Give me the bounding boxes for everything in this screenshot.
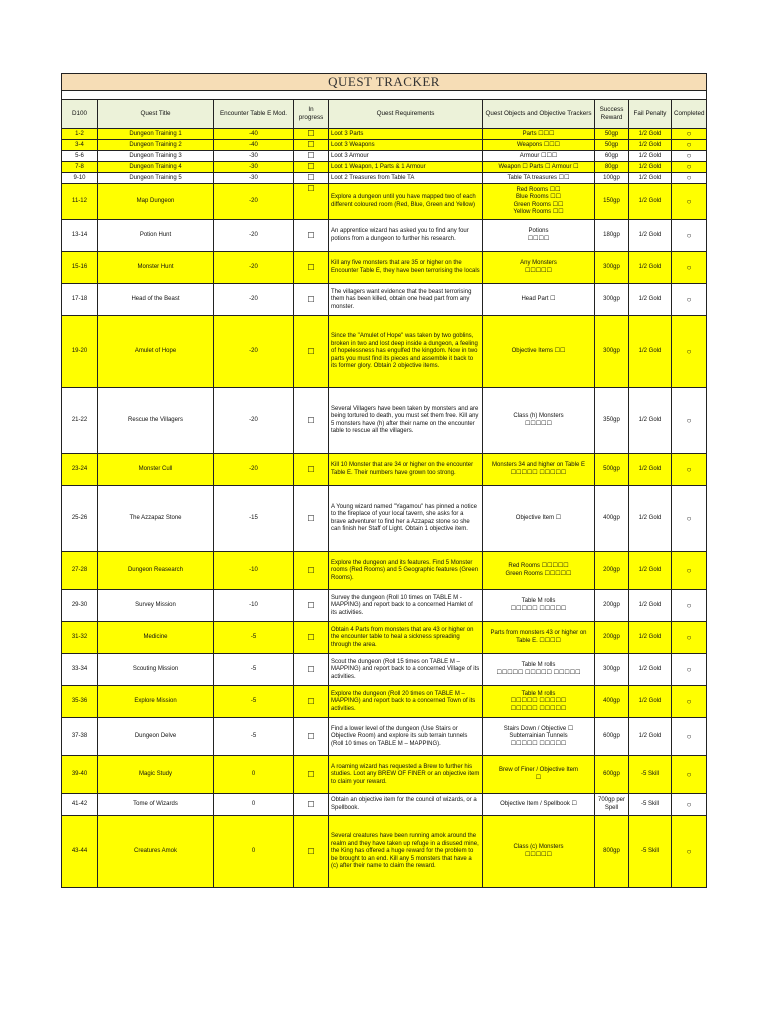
- objectives-cell[interactable]: Objective Item ☐: [483, 486, 595, 552]
- table-row: [62, 622, 707, 654]
- objectives-cell[interactable]: Table M rolls ☐☐☐☐☐ ☐☐☐☐☐: [483, 590, 595, 622]
- header-d100: D100: [62, 100, 98, 129]
- objectives-cell[interactable]: Table TA treasures ☐☐: [483, 173, 595, 184]
- encounter-mod-cell: -30: [214, 173, 294, 184]
- requirements-cell: Kill 10 Monster that are 34 or higher on the encounter Table E. Their numbers have grown too strong.: [329, 454, 483, 486]
- d100-cell: 9-10: [62, 173, 98, 184]
- d100-cell: 11-12: [62, 184, 98, 220]
- completed-circle[interactable]: ○: [672, 316, 707, 388]
- d100-cell: 35-36: [62, 686, 98, 718]
- completed-circle[interactable]: ○: [672, 686, 707, 718]
- completed-circle[interactable]: ○: [672, 184, 707, 220]
- requirements-cell: A roaming wizard has requested a Brew to further his studies. Loot any BREW OF FINER or an objective item to claim your reward.: [329, 756, 483, 794]
- completed-circle[interactable]: ○: [672, 816, 707, 888]
- penalty-cell: 1/2 Gold: [629, 388, 672, 454]
- penalty-cell: 1/2 Gold: [629, 552, 672, 590]
- in-progress-checkbox[interactable]: ☐: [294, 718, 329, 756]
- encounter-mod-cell: -40: [214, 129, 294, 140]
- d100-cell: 37-38: [62, 718, 98, 756]
- table-row: [62, 486, 707, 552]
- completed-circle[interactable]: ○: [672, 162, 707, 173]
- header-completed: Completed: [672, 100, 707, 129]
- encounter-mod-cell: -5: [214, 718, 294, 756]
- requirements-cell: Loot 2 Treasures from Table TA: [329, 173, 483, 184]
- penalty-cell: 1/2 Gold: [629, 252, 672, 284]
- quest-title-cell: Scouting Mission: [98, 654, 214, 686]
- requirements-cell: Loot 3 Armour: [329, 151, 483, 162]
- d100-cell: 23-24: [62, 454, 98, 486]
- completed-circle[interactable]: ○: [672, 552, 707, 590]
- requirements-cell: Loot 1 Weapon, 1 Parts & 1 Armour: [329, 162, 483, 173]
- in-progress-checkbox[interactable]: ☐: [294, 654, 329, 686]
- encounter-mod-cell: -20: [214, 388, 294, 454]
- in-progress-checkbox[interactable]: ☐: [294, 140, 329, 151]
- table-row: [62, 151, 707, 162]
- objectives-cell[interactable]: Class (c) Monsters ☐☐☐☐☐: [483, 816, 595, 888]
- encounter-mod-cell: -20: [214, 184, 294, 220]
- spacer-row: [62, 91, 707, 100]
- completed-circle[interactable]: ○: [672, 718, 707, 756]
- requirements-cell: Loot 3 Parts: [329, 129, 483, 140]
- d100-cell: 33-34: [62, 654, 98, 686]
- requirements-cell: Explore the dungeon and its features. Find 5 Monster rooms (Red Rooms) and 5 Geographic features (Green Rooms).: [329, 552, 483, 590]
- table-row: [62, 388, 707, 454]
- completed-circle[interactable]: ○: [672, 173, 707, 184]
- table-row: [62, 590, 707, 622]
- in-progress-checkbox[interactable]: ☐: [294, 486, 329, 552]
- reward-cell: 100gp: [595, 173, 629, 184]
- table-row: [62, 316, 707, 388]
- in-progress-checkbox[interactable]: ☐: [294, 552, 329, 590]
- quest-title-cell: Dungeon Training 5: [98, 173, 214, 184]
- sheet-title: QUEST TRACKER: [62, 74, 707, 91]
- penalty-cell: -5 Skill: [629, 816, 672, 888]
- table-row: [62, 654, 707, 686]
- d100-cell: 43-44: [62, 816, 98, 888]
- reward-cell: 200gp: [595, 622, 629, 654]
- table-row: [62, 756, 707, 794]
- header-in-progress: In progress: [294, 100, 329, 129]
- encounter-mod-cell: 0: [214, 794, 294, 816]
- completed-circle[interactable]: ○: [672, 756, 707, 794]
- penalty-cell: 1/2 Gold: [629, 284, 672, 316]
- quest-title-cell: Dungeon Delve: [98, 718, 214, 756]
- in-progress-checkbox[interactable]: ☐: [294, 151, 329, 162]
- penalty-cell: 1/2 Gold: [629, 622, 672, 654]
- reward-cell: 300gp: [595, 654, 629, 686]
- quest-title-cell: Dungeon Reasearch: [98, 552, 214, 590]
- penalty-cell: 1/2 Gold: [629, 140, 672, 151]
- table-row: [62, 284, 707, 316]
- table-row: [62, 816, 707, 888]
- d100-cell: 29-30: [62, 590, 98, 622]
- in-progress-checkbox[interactable]: ☐: [294, 252, 329, 284]
- objectives-cell[interactable]: Head Part ☐: [483, 284, 595, 316]
- reward-cell: 60gp: [595, 151, 629, 162]
- d100-cell: 7-8: [62, 162, 98, 173]
- requirements-cell: Find a lower level of the dungeon (Use Stairs or Objective Room) and explore its sub terrain tunnels (Roll 10 times on TABLE M – MAPPING).: [329, 718, 483, 756]
- encounter-mod-cell: 0: [214, 756, 294, 794]
- reward-cell: 200gp: [595, 552, 629, 590]
- penalty-cell: 1/2 Gold: [629, 654, 672, 686]
- completed-circle[interactable]: ○: [672, 590, 707, 622]
- in-progress-checkbox[interactable]: ☐: [294, 220, 329, 252]
- in-progress-checkbox[interactable]: ☐: [294, 794, 329, 816]
- reward-cell: 300gp: [595, 252, 629, 284]
- penalty-cell: 1/2 Gold: [629, 316, 672, 388]
- encounter-mod-cell: -5: [214, 686, 294, 718]
- objectives-cell[interactable]: Class (h) Monsters ☐☐☐☐☐: [483, 388, 595, 454]
- completed-circle[interactable]: ○: [672, 220, 707, 252]
- encounter-mod-cell: -5: [214, 622, 294, 654]
- d100-cell: 31-32: [62, 622, 98, 654]
- table-row: [62, 552, 707, 590]
- objectives-cell[interactable]: Table M rolls ☐☐☐☐☐ ☐☐☐☐☐ ☐☐☐☐☐: [483, 654, 595, 686]
- objectives-cell[interactable]: Red Rooms ☐☐☐☐☐ Green Rooms ☐☐☐☐☐: [483, 552, 595, 590]
- reward-cell: 180gp: [595, 220, 629, 252]
- objectives-cell[interactable]: Armour ☐☐☐: [483, 151, 595, 162]
- reward-cell: 700gp per Spell: [595, 794, 629, 816]
- table-row: [62, 140, 707, 151]
- header-requirements: Quest Requirements: [329, 100, 483, 129]
- quest-title-cell: Tome of Wizards: [98, 794, 214, 816]
- table-row: [62, 252, 707, 284]
- d100-cell: 5-6: [62, 151, 98, 162]
- d100-cell: 39-40: [62, 756, 98, 794]
- requirements-cell: A Young wizard named "Yagamou" has pinned a notice to the fireplace of your local tavern, she asks for a brave adventurer to find her a Azzapaz stone so she can finish her Staff of Light. Obtain 1 objective item.: [329, 486, 483, 552]
- in-progress-checkbox[interactable]: ☐: [294, 173, 329, 184]
- objectives-cell[interactable]: Objective Item / Spellbook ☐: [483, 794, 595, 816]
- encounter-mod-cell: -5: [214, 654, 294, 686]
- in-progress-checkbox[interactable]: ☐: [294, 686, 329, 718]
- header-objects: Quest Objects and Objective Trackers: [483, 100, 595, 129]
- encounter-mod-cell: -20: [214, 454, 294, 486]
- completed-circle[interactable]: ○: [672, 151, 707, 162]
- quest-title-cell: Magic Study: [98, 756, 214, 794]
- reward-cell: 200gp: [595, 590, 629, 622]
- objectives-cell[interactable]: Red Rooms ☐☐ Blue Rooms ☐☐ Green Rooms ☐☐ Yellow Rooms ☐☐: [483, 184, 595, 220]
- reward-cell: 800gp: [595, 816, 629, 888]
- completed-circle[interactable]: ○: [672, 622, 707, 654]
- header-penalty: Fail Penalty: [629, 100, 672, 129]
- in-progress-checkbox[interactable]: ☐: [294, 454, 329, 486]
- requirements-cell: Loot 3 Weapons: [329, 140, 483, 151]
- requirements-cell: The villagers want evidence that the beast terrorising them has been killed, obtain one head part from any monster.: [329, 284, 483, 316]
- requirements-cell: Several Villagers have been taken by monsters and are being tortured to death, you must set them free. Kill any 5 monsters have (h) after their name on the encounter table to rescue all the villagers.: [329, 388, 483, 454]
- quest-title-cell: Potion Hunt: [98, 220, 214, 252]
- quest-title-cell: Dungeon Training 2: [98, 140, 214, 151]
- reward-cell: 600gp: [595, 718, 629, 756]
- requirements-cell: Scout the dungeon (Roll 15 times on TABLE M – MAPPING) and report back to a concerned Village of its activities.: [329, 654, 483, 686]
- quest-title-cell: Medicine: [98, 622, 214, 654]
- objectives-cell[interactable]: Parts ☐☐☐: [483, 129, 595, 140]
- quest-table: [61, 73, 707, 888]
- reward-cell: 500gp: [595, 454, 629, 486]
- encounter-mod-cell: -20: [214, 220, 294, 252]
- completed-circle[interactable]: ○: [672, 140, 707, 151]
- d100-cell: 13-14: [62, 220, 98, 252]
- reward-cell: 50gp: [595, 140, 629, 151]
- objectives-cell[interactable]: Weapons ☐☐☐: [483, 140, 595, 151]
- requirements-cell: An apprentice wizard has asked you to find any four potions from a dungeon to further his research.: [329, 220, 483, 252]
- encounter-mod-cell: 0: [214, 816, 294, 888]
- requirements-cell: Since the "Amulet of Hope" was taken by two goblins, broken in two and lost deep inside a dungeon, a feeling of hopelessness has engulfed the kingdom. Now in two parts you must find its pieces and assemble it back to its former glory. Obtain 2 objective items.: [329, 316, 483, 388]
- in-progress-checkbox[interactable]: ☐: [294, 284, 329, 316]
- objectives-cell[interactable]: Brew of Finer / Objective Item ☐: [483, 756, 595, 794]
- reward-cell: 600gp: [595, 756, 629, 794]
- in-progress-checkbox[interactable]: ☐: [294, 756, 329, 794]
- completed-circle[interactable]: ○: [672, 454, 707, 486]
- table-row: [62, 454, 707, 486]
- quest-title-cell: Dungeon Training 1: [98, 129, 214, 140]
- reward-cell: 400gp: [595, 486, 629, 552]
- quest-title-cell: Dungeon Training 3: [98, 151, 214, 162]
- reward-cell: 50gp: [595, 129, 629, 140]
- objectives-cell[interactable]: Objective Items ☐☐: [483, 316, 595, 388]
- encounter-mod-cell: -20: [214, 284, 294, 316]
- penalty-cell: -5 Skill: [629, 794, 672, 816]
- d100-cell: 21-22: [62, 388, 98, 454]
- in-progress-checkbox[interactable]: ☐: [294, 590, 329, 622]
- in-progress-checkbox[interactable]: ☐: [294, 162, 329, 173]
- completed-circle[interactable]: ○: [672, 284, 707, 316]
- quest-rows: [62, 129, 707, 888]
- in-progress-checkbox[interactable]: ☐: [294, 622, 329, 654]
- d100-cell: 3-4: [62, 140, 98, 151]
- quest-tracker-sheet: [61, 73, 706, 888]
- quest-title-cell: Explore Mission: [98, 686, 214, 718]
- encounter-mod-cell: -10: [214, 590, 294, 622]
- quest-title-cell: Dungeon Training 4: [98, 162, 214, 173]
- objectives-cell[interactable]: Parts from monsters 43 or higher on Table E. ☐☐☐☐: [483, 622, 595, 654]
- requirements-cell: Several creatures have been running amok around the realm and they have taken up refuge in a disused mine, the King has offered a huge reward for the problem to be brought to an end. Kill any 5 monsters that have a (c) after their name to claim the reward.: [329, 816, 483, 888]
- objectives-cell[interactable]: Table M rolls ☐☐☐☐☐ ☐☐☐☐☐ ☐☐☐☐☐ ☐☐☐☐☐: [483, 686, 595, 718]
- penalty-cell: 1/2 Gold: [629, 718, 672, 756]
- table-row: [62, 129, 707, 140]
- header-row: [62, 100, 707, 129]
- in-progress-checkbox[interactable]: ☐: [294, 316, 329, 388]
- quest-title-cell: Map Dungeon: [98, 184, 214, 220]
- penalty-cell: 1/2 Gold: [629, 686, 672, 718]
- table-row: [62, 184, 707, 220]
- quest-title-cell: Amulet of Hope: [98, 316, 214, 388]
- objectives-cell[interactable]: Stairs Down / Objective ☐ Subterrainian Tunnels ☐☐☐☐☐ ☐☐☐☐☐: [483, 718, 595, 756]
- quest-title-cell: Monster Cull: [98, 454, 214, 486]
- quest-title-cell: Head of the Beast: [98, 284, 214, 316]
- penalty-cell: 1/2 Gold: [629, 220, 672, 252]
- d100-cell: 19-20: [62, 316, 98, 388]
- completed-circle[interactable]: ○: [672, 252, 707, 284]
- quest-title-cell: Rescue the Villagers: [98, 388, 214, 454]
- penalty-cell: 1/2 Gold: [629, 184, 672, 220]
- quest-title-cell: Creatures Amok: [98, 816, 214, 888]
- encounter-mod-cell: -20: [214, 316, 294, 388]
- d100-cell: 41-42: [62, 794, 98, 816]
- penalty-cell: 1/2 Gold: [629, 129, 672, 140]
- d100-cell: 1-2: [62, 129, 98, 140]
- d100-cell: 27-28: [62, 552, 98, 590]
- reward-cell: 80gp: [595, 162, 629, 173]
- penalty-cell: 1/2 Gold: [629, 590, 672, 622]
- in-progress-checkbox[interactable]: ☐: [294, 816, 329, 888]
- penalty-cell: -5 Skill: [629, 756, 672, 794]
- in-progress-checkbox[interactable]: ☐: [294, 129, 329, 140]
- reward-cell: 300gp: [595, 316, 629, 388]
- encounter-mod-cell: -10: [214, 552, 294, 590]
- reward-cell: 150gp: [595, 184, 629, 220]
- objectives-cell[interactable]: Any Monsters ☐☐☐☐☐: [483, 252, 595, 284]
- table-row: [62, 794, 707, 816]
- objectives-cell[interactable]: Potions ☐☐☐☐: [483, 220, 595, 252]
- reward-cell: 400gp: [595, 686, 629, 718]
- encounter-mod-cell: -30: [214, 151, 294, 162]
- requirements-cell: Explore the dungeon (Roll 20 times on TABLE M – MAPPING) and report back to a concerned Town of its activities.: [329, 686, 483, 718]
- table-row: [62, 220, 707, 252]
- in-progress-checkbox[interactable]: ☐: [294, 388, 329, 454]
- encounter-mod-cell: -20: [214, 252, 294, 284]
- header-quest-title: Quest Title: [98, 100, 214, 129]
- quest-title-cell: Survey Mission: [98, 590, 214, 622]
- table-row: [62, 173, 707, 184]
- table-row: [62, 718, 707, 756]
- table-row: [62, 162, 707, 173]
- requirements-cell: Survey the dungeon (Roll 10 times on TABLE M - MAPPING) and report back to a concerned Hamlet of its activities.: [329, 590, 483, 622]
- requirements-cell: Obtain 4 Parts from monsters that are 43 or higher on the encounter table to heal a sickness spreading through the area.: [329, 622, 483, 654]
- requirements-cell: Kill any five monsters that are 35 or higher on the Encounter Table E, they have been terrorising the locals: [329, 252, 483, 284]
- completed-circle[interactable]: ○: [672, 486, 707, 552]
- encounter-mod-cell: -30: [214, 162, 294, 173]
- in-progress-checkbox[interactable]: ☐: [294, 184, 329, 220]
- penalty-cell: 1/2 Gold: [629, 151, 672, 162]
- encounter-mod-cell: -15: [214, 486, 294, 552]
- table-row: [62, 686, 707, 718]
- header-reward: Success Reward: [595, 100, 629, 129]
- penalty-cell: 1/2 Gold: [629, 162, 672, 173]
- d100-cell: 25-26: [62, 486, 98, 552]
- reward-cell: 350gp: [595, 388, 629, 454]
- completed-circle[interactable]: ○: [672, 129, 707, 140]
- encounter-mod-cell: -40: [214, 140, 294, 151]
- requirements-cell: Explore a dungeon until you have mapped two of each different coloured room (Red, Blue, Green and Yellow): [329, 184, 483, 220]
- completed-circle[interactable]: ○: [672, 654, 707, 686]
- penalty-cell: 1/2 Gold: [629, 454, 672, 486]
- reward-cell: 300gp: [595, 284, 629, 316]
- requirements-cell: Obtain an objective item for the council of wizards, or a Spellbook.: [329, 794, 483, 816]
- d100-cell: 17-18: [62, 284, 98, 316]
- header-encounter-mod: Encounter Table E Mod.: [214, 100, 294, 129]
- d100-cell: 15-16: [62, 252, 98, 284]
- quest-title-cell: The Azzapaz Stone: [98, 486, 214, 552]
- completed-circle[interactable]: ○: [672, 794, 707, 816]
- completed-circle[interactable]: ○: [672, 388, 707, 454]
- objectives-cell[interactable]: Monsters 34 and higher on Table E ☐☐☐☐☐ ☐☐☐☐☐: [483, 454, 595, 486]
- objectives-cell[interactable]: Weapon ☐ Parts ☐ Armour ☐: [483, 162, 595, 173]
- quest-title-cell: Monster Hunt: [98, 252, 214, 284]
- penalty-cell: 1/2 Gold: [629, 173, 672, 184]
- penalty-cell: 1/2 Gold: [629, 486, 672, 552]
